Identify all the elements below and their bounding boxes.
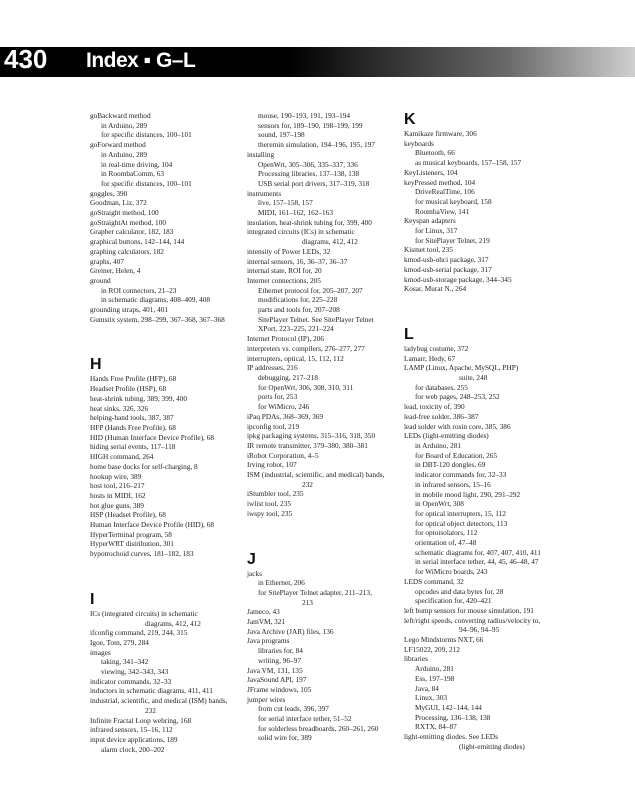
index-entry: HFP (Hands Free Profile), 68 — [90, 422, 176, 432]
index-entry: goggles, 390 — [90, 188, 128, 198]
index-entry: kmod-usb-storage package, 344–345 — [404, 274, 512, 284]
index-subentry: in infrared sensors, 15–16 — [415, 479, 491, 489]
index-entry: LAMP (Linux, Apache, MySQL, PHP) — [404, 363, 519, 373]
index-subentry: in schematic diagrams, 408–409, 408 — [101, 295, 211, 305]
index-subentry: Processing libraries, 137–138, 138 — [258, 169, 360, 179]
index-entry: iPaq PDAs, 368–369, 369 — [247, 411, 324, 421]
index-subentry: Processing, 136–138, 138 — [415, 712, 491, 722]
index-subentry: Bluetooth, 66 — [415, 148, 455, 158]
index-subentry: for serial interface tether, 51–52 — [258, 714, 352, 724]
index-subentry: libraries for, 84 — [258, 646, 303, 656]
index-subentry: DriveRealTime, 106 — [415, 187, 475, 197]
index-subentry: RoombaView, 141 — [415, 206, 470, 216]
index-entry-continuation: (light-emitting diodes) — [459, 741, 525, 751]
section-spacer — [404, 294, 554, 326]
index-subentry: in real-time driving, 104 — [101, 159, 173, 169]
index-subentry: for specific distances, 100–101 — [101, 130, 192, 140]
index-entry: heat-shrink tubing, 389, 399, 400 — [90, 393, 188, 403]
index-subentry: from cut leads, 396, 397 — [258, 704, 329, 714]
index-entry: KeyListeners, 104 — [404, 167, 458, 177]
index-entry: graphs, 407 — [90, 256, 125, 266]
index-entry: hosts in MIDI, 162 — [90, 490, 146, 500]
index-column-1 — [90, 111, 240, 754]
index-subentry: in Arduino, 281 — [415, 440, 462, 450]
index-entry: Jameco, 43 — [247, 607, 280, 617]
index-entry-continuation: 232 — [302, 479, 313, 489]
index-column-3 — [404, 111, 554, 751]
index-subentry: for WiMicro boards, 243 — [415, 567, 488, 577]
index-subentry: ports for, 253 — [258, 392, 298, 402]
index-entry-continuation: 94–96, 94–95 — [459, 625, 500, 635]
index-subentry: writing, 96–97 — [258, 655, 301, 665]
index-entry: LF15022, 209, 212 — [404, 644, 460, 654]
index-entry: HSP (Headset Profile), 68 — [90, 510, 166, 520]
index-entry: images — [90, 647, 111, 657]
index-entry: Java Archive (JAR) files, 136 — [247, 626, 334, 636]
index-entry: goBackward method — [90, 111, 151, 120]
index-entry: goStraight method, 100 — [90, 208, 159, 218]
index-entry: instruments — [247, 188, 282, 198]
index-subentry: debugging, 217–218 — [258, 372, 318, 382]
index-subentry: for SitePlayer Telnet, 219 — [415, 235, 490, 245]
index-letter-heading: J — [247, 550, 256, 568]
index-subentry: for optical interrupters, 15, 112 — [415, 508, 506, 518]
index-entry: internal sensors, 16, 36–37, 36–37 — [247, 256, 348, 266]
index-entry: JamVM, 321 — [247, 617, 286, 627]
index-entry: input device applications, 189 — [90, 734, 178, 744]
index-letter-heading: K — [404, 111, 416, 128]
index-entry: industrial, scientific, and medical (ISM) bands, — [90, 696, 228, 706]
index-subentry: SitePlayer Telnet. See SitePlayer Telnet — [258, 314, 374, 324]
index-entry: iRobot Corporation, 4–5 — [247, 450, 319, 460]
index-entry: libraries — [404, 654, 428, 664]
index-entry: graphing calculators, 182 — [90, 246, 164, 256]
index-subentry: for Linux, 317 — [415, 226, 458, 236]
index-subentry: for solderless breadboards, 260–261, 260 — [258, 723, 379, 733]
index-entry: hiding serial events, 117–118 — [90, 442, 176, 452]
index-subentry: sound, 197–198 — [258, 130, 305, 140]
index-entry: Irving robot, 107 — [247, 460, 297, 470]
index-entry: iStumbler tool, 235 — [247, 489, 304, 499]
index-entry: installing — [247, 149, 275, 159]
section-spacer — [247, 519, 397, 551]
index-entry: Human Interface Device Profile (HID), 68 — [90, 520, 214, 530]
index-entry: inductors in schematic diagrams, 411, 411 — [90, 686, 213, 696]
index-subentry: for databases, 255 — [415, 382, 468, 392]
index-subentry: taking, 341–342 — [101, 657, 149, 667]
index-subentry: parts and tools for, 207–208 — [258, 305, 340, 315]
index-entry: Headset Profile (HSP), 68 — [90, 384, 167, 394]
index-entry: goForward method — [90, 140, 146, 150]
index-entry: Keyspan adapters — [404, 216, 456, 226]
index-subentry: schematic diagrams for, 407, 407, 410, 411 — [415, 547, 541, 557]
index-entry: HIGH command, 264 — [90, 452, 154, 462]
index-entry: grounding straps, 401, 401 — [90, 305, 169, 315]
index-subentry: for optoisolators, 112 — [415, 528, 478, 538]
index-subentry: in ROI connectors, 21–23 — [101, 285, 177, 295]
index-entry: lead-free solder, 386–387 — [404, 411, 479, 421]
index-entry: ground — [90, 275, 111, 285]
index-subentry: Java, 84 — [415, 683, 439, 693]
index-letter-heading: L — [404, 325, 414, 343]
index-subentry: USB serial port drivers, 317–319, 318 — [258, 178, 370, 188]
index-entry: light-emitting diodes. See LEDs — [404, 732, 499, 742]
index-subentry: for OpenWrt, 306, 308, 310, 311 — [258, 382, 354, 392]
index-entry: ifconfig command, 219, 244, 315 — [90, 628, 188, 638]
index-subentry: solid wire for, 389 — [258, 733, 312, 743]
index-entry: Java VM, 131, 135 — [247, 665, 303, 675]
index-subentry: live, 157–158, 157 — [258, 198, 313, 208]
index-subentry: modifications for, 225–228 — [258, 295, 338, 305]
index-entry-continuation: 232 — [145, 705, 156, 715]
index-subentry: alarm clock, 200–202 — [101, 744, 165, 754]
index-entry: left/right speeds, converting radius/velocity to, — [404, 615, 541, 625]
index-subentry: for optical object detectors, 113 — [415, 518, 508, 528]
index-subentry: for web pages, 248–253, 252 — [415, 392, 500, 402]
index-entry: Infinite Fractal Loop webring, 168 — [90, 715, 192, 725]
index-subentry: orientation of, 47–48 — [415, 538, 477, 548]
index-entry: keyboards — [404, 138, 434, 148]
index-entry: Gumstix system, 298–299, 367–368, 367–368 — [90, 314, 225, 324]
index-entry: intensity of Power LEDs, 32 — [247, 246, 331, 256]
section-title: Index ▪ G–L — [86, 49, 196, 72]
index-column-2 — [247, 111, 397, 743]
index-subentry: for SitePlayer Telnet adapter, 211–213, — [258, 587, 372, 597]
index-entry: host tool, 216–217 — [90, 481, 145, 491]
index-subentry: opcodes and data bytes for, 28 — [415, 586, 504, 596]
index-subentry: Ethernet protocol for, 205–207, 207 — [258, 285, 363, 295]
index-subentry: for specific distances, 100–101 — [101, 178, 192, 188]
index-entry: ICs (integrated circuits) in schematic — [90, 608, 198, 618]
index-entry: HyperWRT distribution, 301 — [90, 539, 174, 549]
page-header — [0, 44, 635, 77]
index-entry: Kismet tool, 235 — [404, 245, 453, 255]
index-entry: Kamikaze firmware, 306 — [404, 129, 477, 138]
index-entry: home base docks for self-charging, 8 — [90, 461, 198, 471]
section-spacer — [90, 324, 240, 356]
index-subentry: in OpenWrt, 308 — [415, 499, 464, 509]
index-subentry: RXTX, 84–87 — [415, 722, 457, 732]
index-entry: keyPressed method, 104 — [404, 177, 476, 187]
index-entry: LEDs (light-emitting diodes) — [404, 431, 489, 441]
index-entry: ipconfig tool, 219 — [247, 421, 300, 431]
index-entry-continuation: 213 — [302, 597, 313, 607]
index-subentry: OpenWrt, 305–306, 335–337, 336 — [258, 159, 358, 169]
index-entry: HyperTerminal program, 58 — [90, 529, 172, 539]
index-letter-heading: I — [90, 590, 95, 608]
index-entry: insulation, heat-shrink tubing for, 399, 400 — [247, 217, 372, 227]
index-entry: interrupters, optical, 15, 112, 112 — [247, 353, 344, 363]
index-entry: JFrame windows, 105 — [247, 684, 312, 694]
index-entry: heat sinks, 326, 326 — [90, 403, 149, 413]
page-number: 430 — [4, 44, 48, 74]
index-entry: Java programs — [247, 636, 290, 646]
index-entry: Lamarr, Hedy, 67 — [404, 353, 456, 363]
index-entry: Internet Protocol (IP), 206 — [247, 334, 325, 344]
index-subentry: sensors for, 189–190, 198–199, 199 — [258, 120, 363, 130]
index-entry: iwlist tool, 235 — [247, 499, 291, 509]
index-entry: interpreters vs. compilers, 276–277, 277 — [247, 343, 365, 353]
index-subentry: MyGUI, 142–144, 144 — [415, 702, 482, 712]
index-entry: infrared sensors, 15–16, 112 — [90, 725, 173, 735]
section-spacer — [90, 559, 240, 591]
index-subentry: for musical keyboard, 158 — [415, 196, 492, 206]
index-subentry: Arduino, 281 — [415, 664, 454, 674]
index-subentry: in serial interface tether, 44, 45, 46–48, 47 — [415, 557, 539, 567]
index-subentry: in DBT-120 dongles, 69 — [415, 460, 486, 470]
index-subentry: Linux, 303 — [415, 693, 448, 703]
index-entry: Goodman, Liz, 372 — [90, 198, 147, 208]
index-entry: Lego Mindstorms NXT, 66 — [404, 635, 484, 645]
index-subentry: in mobile mood light, 290, 291–292 — [415, 489, 521, 499]
index-entry: Internet connections, 205 — [247, 275, 321, 285]
index-entry: helping-hand tools, 387, 387 — [90, 413, 174, 423]
index-entry: ladybug costume, 372 — [404, 343, 469, 353]
index-entry: Greiner, Helen, 4 — [90, 266, 141, 276]
index-subentry: for Board of Education, 265 — [415, 450, 498, 460]
index-entry: graphical buttons, 142–144, 144 — [90, 237, 185, 247]
index-entry-continuation: diagrams, 412, 412 — [302, 237, 358, 247]
index-subentry: Ess, 197–198 — [415, 673, 455, 683]
index-entry: IP addresses, 216 — [247, 363, 298, 373]
index-entry: JavaSound API, 197 — [247, 675, 307, 685]
index-entry: integrated circuits (ICs) in schematic — [247, 227, 355, 237]
index-entry: lead, toxicity of, 390 — [404, 402, 465, 412]
index-entry-continuation: diagrams, 412, 412 — [145, 618, 201, 628]
index-entry: Kosar, Murat N., 264 — [404, 284, 467, 294]
index-entry: ipkg packaging systems, 315–316, 318, 350 — [247, 431, 376, 441]
index-subentry: XPort, 223–225, 221–224 — [258, 324, 334, 334]
index-entry: kmod-usb-serial package, 317 — [404, 264, 492, 274]
index-entry: IR remote transmitter, 379–380, 380–381 — [247, 440, 368, 450]
index-entry: LEDS command, 32 — [404, 576, 464, 586]
index-entry: iwspy tool, 235 — [247, 508, 293, 518]
index-subentry: in Arduino, 289 — [101, 120, 148, 130]
index-entry: Hands Free Profile (HFP), 68 — [90, 374, 177, 384]
index-subentry: in Ethernet, 206 — [258, 578, 305, 588]
index-subentry: for WiMicro, 246 — [258, 402, 310, 412]
index-entry: jumper wires — [247, 694, 286, 704]
index-entry: left bump sensors for mouse simulation, 191 — [404, 605, 534, 615]
index-entry: hookup wire, 389 — [90, 471, 142, 481]
index-subentry: as musical keyboards, 157–158, 157 — [415, 158, 522, 168]
index-entry: Grapher calculator, 182, 183 — [90, 227, 174, 237]
index-entry: indicator commands, 32–33 — [90, 676, 172, 686]
index-entry-continuation: suite, 248 — [459, 373, 488, 383]
index-entry: hot glue guns, 389 — [90, 500, 144, 510]
index-letter-heading: H — [90, 356, 102, 374]
index-entry: Igoe, Tom, 279, 284 — [90, 637, 149, 647]
index-entry: internal state, ROI for, 20 — [247, 266, 322, 276]
index-entry: lead solder with rosin core, 385, 386 — [404, 421, 511, 431]
index-entry: hypotrochoid curves, 181–182, 183 — [90, 549, 194, 559]
index-subentry: specification for, 420–421 — [415, 596, 492, 606]
index-subentry: mouse, 190–193, 191, 193–194 — [258, 111, 351, 120]
index-subentry: MIDI, 161–162, 162–163 — [258, 208, 333, 218]
index-entry: jacks — [247, 568, 262, 578]
index-subentry: theremin simulation, 194–196, 195, 197 — [258, 140, 375, 150]
index-entry: kmod-usb-ohci package, 317 — [404, 255, 489, 265]
index-subentry: in RoombaComm, 63 — [101, 169, 165, 179]
index-subentry: viewing, 342–343, 343 — [101, 667, 169, 677]
index-entry: HID (Human Interface Device Profile), 68 — [90, 432, 214, 442]
index-entry: goStraightAt method, 100 — [90, 217, 167, 227]
index-subentry: in Arduino, 289 — [101, 149, 148, 159]
index-entry: ISM (industrial, scientific, and medical) bands, — [247, 470, 385, 480]
index-subentry: indicator commands for, 32–33 — [415, 470, 507, 480]
